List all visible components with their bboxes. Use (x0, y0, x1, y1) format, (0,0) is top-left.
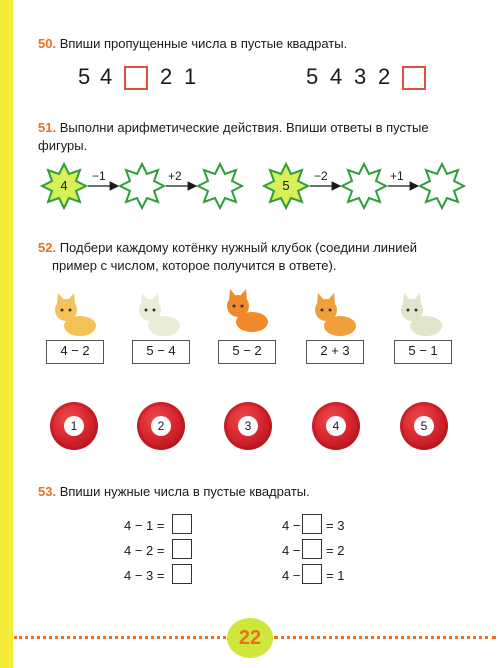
ex51-start-2: 5 (282, 178, 290, 193)
ex53-left-eq-1: 4 − 1 = (124, 518, 165, 533)
kitten-2 (130, 290, 190, 340)
ex52-heading (38, 238, 478, 258)
ex50-heading (38, 34, 347, 54)
ex51-op-3: −2 (314, 169, 328, 183)
ex50-seq2-2: 4 (330, 64, 343, 89)
ex52-number: 52. (38, 240, 57, 255)
example-box-5[interactable]: 5 − 1 (394, 340, 452, 364)
star-empty-2[interactable] (198, 164, 242, 208)
ex50-empty-box-2[interactable] (402, 66, 426, 90)
yarn-ball-number: 5 (414, 416, 434, 436)
ex53-left-box-2[interactable] (172, 539, 192, 559)
yarn-ball-1[interactable] (50, 402, 98, 450)
ex53-left-eq-2: 4 − 2 = (124, 543, 165, 558)
example-box-4[interactable]: 2 + 3 (306, 340, 364, 364)
ex50-number: 50. (38, 36, 57, 51)
ex50-text: Впиши пропущенные числа в пустые квадраты. (59, 36, 348, 51)
example-box-2[interactable]: 5 − 4 (132, 340, 190, 364)
ex53-right-suffix-3: = 1 (326, 568, 345, 583)
star-empty-4[interactable] (420, 164, 464, 208)
star-empty-1[interactable] (120, 164, 164, 208)
star-empty-3[interactable] (342, 164, 386, 208)
ex50-empty-box-1[interactable] (124, 66, 148, 90)
footer-dotted-line-right (274, 636, 496, 641)
ex51-op-4: +1 (390, 169, 404, 183)
ex51-op-1: −1 (92, 169, 106, 183)
ex53-right-suffix-1: = 3 (326, 518, 345, 533)
kitten-4 (306, 290, 366, 340)
ex53-right-box-2[interactable] (302, 539, 322, 559)
ex50-seq2-1: 5 (306, 64, 319, 89)
kitten-1 (46, 290, 106, 340)
example-box-3[interactable]: 5 − 2 (218, 340, 276, 364)
kitten-5 (392, 290, 452, 340)
ex53-left-eq-3: 4 − 3 = (124, 568, 165, 583)
ex53-left-box-3[interactable] (172, 564, 192, 584)
ex53-left-box-1[interactable] (172, 514, 192, 534)
ex53-text: Впиши нужные числа в пустые квадраты. (59, 484, 310, 499)
ex50-seq2-4: 2 (378, 64, 391, 89)
left-yellow-stripe (0, 0, 13, 668)
ex53-right-box-3[interactable] (302, 564, 322, 584)
yarn-ball-number: 3 (238, 416, 258, 436)
ex50-seq1-2: 4 (100, 64, 113, 89)
ex53-right-prefix-2: 4 − (282, 543, 301, 558)
ex51-start-1: 4 (60, 178, 68, 193)
yarn-ball-number: 1 (64, 416, 84, 436)
ex53-number: 53. (38, 484, 57, 499)
ex53-right-prefix-1: 4 − (282, 518, 301, 533)
ex50-seq1-4: 1 (184, 64, 197, 89)
ex53-right-box-1[interactable] (302, 514, 322, 534)
ex51-text-line2: фигуры. (38, 138, 88, 153)
ex51-text-line1: Выполни арифметические действия. Впиши ответы в пустые (59, 120, 429, 135)
ex51-number: 51. (38, 120, 57, 135)
yarn-ball-4[interactable] (312, 402, 360, 450)
page-number: 22 (227, 618, 273, 658)
ex52-text-line1: Подбери каждому котёнку нужный клубок (соедини линией (59, 240, 417, 255)
kitten-3 (218, 286, 278, 336)
yarn-ball-number: 4 (326, 416, 346, 436)
ex51-op-2: +2 (168, 169, 182, 183)
yarn-ball-5[interactable] (400, 402, 448, 450)
ex53-right-prefix-3: 4 − (282, 568, 301, 583)
ex53-heading (38, 482, 310, 502)
ex53-right-suffix-2: = 2 (326, 543, 345, 558)
ex50-seq2-3: 3 (354, 64, 367, 89)
yarn-ball-3[interactable] (224, 402, 272, 450)
yarn-ball-number: 2 (151, 416, 171, 436)
ex51-diagram (40, 160, 480, 212)
ex51-heading (38, 118, 478, 138)
ex50-seq1-1: 5 (78, 64, 91, 89)
example-box-1[interactable]: 4 − 2 (46, 340, 104, 364)
ex50-seq1-3: 2 (160, 64, 173, 89)
ex52-text-line2: пример с числом, которое получится в ответе). (52, 258, 337, 273)
footer-dotted-line-left (14, 636, 226, 641)
yarn-ball-2[interactable] (137, 402, 185, 450)
